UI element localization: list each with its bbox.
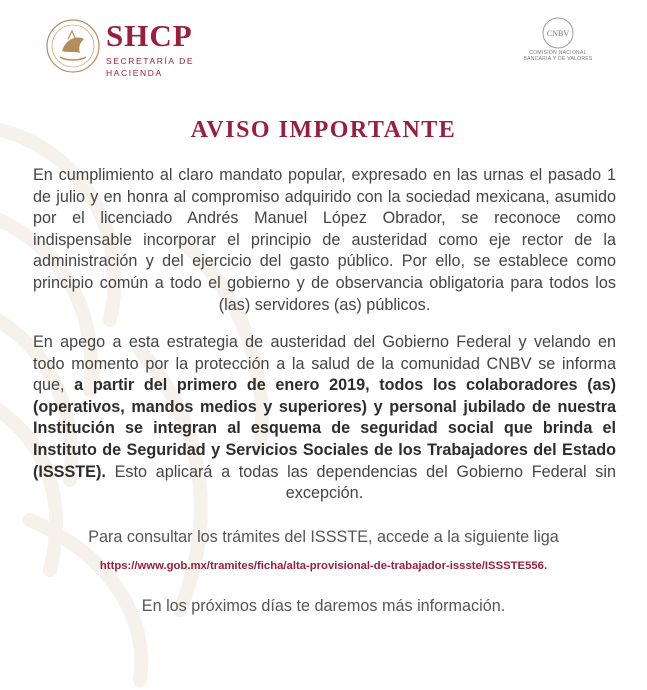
cnbv-subtitle-1: COMISIÓN NACIONAL [529,50,587,56]
paragraph-issste-bold: a partir del primero de enero 2019, todos los colaboradores (as) (operativos, mandos medios y superiores) y personal jubilado de nuestra Institución se integran al esquema de seguridad social que brinda el Instituto de Seguridad y Servicios Sociales de los Trabajadores del Estado (ISSSTE). [33,376,616,481]
cnbv-emblem-icon [541,16,575,50]
closing-text: En los próximos días te daremos más información. [141,597,506,615]
national-seal-icon [44,17,102,75]
consult-text: Para consultar los trámites del ISSSTE, accede a la siguiente liga [88,528,559,546]
paragraph-issste-outro: Esto aplicará a todas las dependencias del Gobierno Federal sin excepción. [105,462,616,503]
cnbv-logo [518,16,598,76]
shcp-logo [44,17,234,77]
paragraph-issste-intro: En apego a esta estrategia de austeridad del Gobierno Federal y velando en todo momento por la protección a la salud de la comunidad CNBV se informa que, [33,333,616,395]
shcp-subtitle: SECRETARÍA DE HACIENDA [106,56,195,78]
issste-link[interactable]: https://www.gob.mx/tramites/ficha/alta-provisional-de-trabajador-issste/ISSSTE556. [99,560,548,572]
header [0,0,647,100]
cnbv-name: CNBV [546,29,570,38]
shcp-name: SHCP [106,18,193,53]
page-title: AVISO IMPORTANTE [190,117,457,143]
paragraph-issste [33,332,616,505]
paragraph-austerity: En cumplimiento al claro mandato popular, expresado en las urnas el pasado 1 de julio y en honra al compromiso adquirido con la sociedad mexicana, asumido por el licenciado Andrés Manuel López Obrador, se reconoce como indispensable incorporar el principio de austeridad como eje rector de la administración y del ejercicio del gasto público. Por ello, se establece como principio común a todo el gobierno y de observancia obligatoria para todos los (las) servidores (as) públicos. [33,166,616,314]
cnbv-subtitle-2: BANCARIA Y DE VALORES [523,56,593,62]
